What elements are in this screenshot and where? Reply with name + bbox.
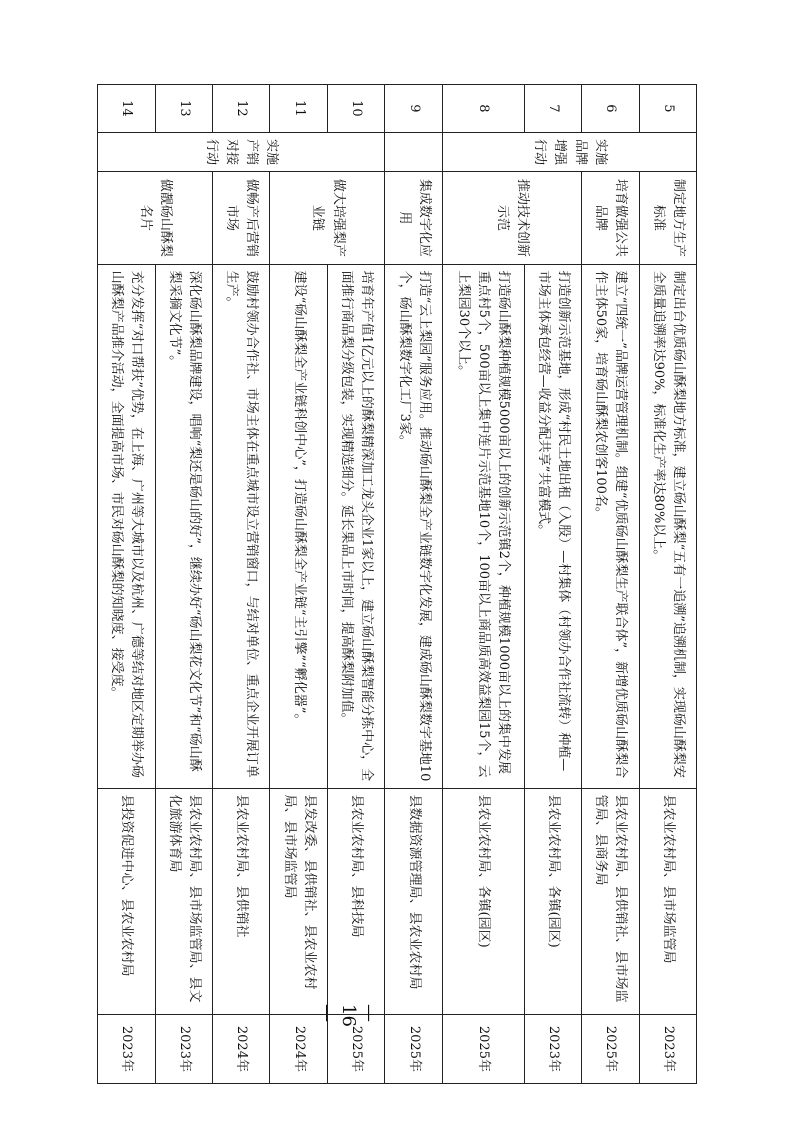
- task-content: 培育年产值1亿元以上的酥梨精深加工龙头企业1家以上，建立砀山酥梨智能分拣中心，全面推行商品梨分级包装，实现精选细分。延长果品上市时间，提高酥梨附加值。: [327, 264, 384, 788]
- table-row: [582, 85, 639, 1084]
- category-cell: 实施产销对接行动: [98, 132, 385, 171]
- task-content: 鼓励村领办合作社、市场主体在重点城市设立营销窗口，与结对单位、重点企业开展订单生产。: [213, 264, 270, 788]
- deadline-year: 2025年: [327, 1014, 384, 1083]
- deadline-year: 2023年: [524, 1014, 581, 1083]
- task-name: 推动技术创新示范: [442, 172, 581, 264]
- task-content: 充分发挥“对口帮扶”优势，在上海、广州等大城市以及杭州、广德等结对地区定期举办砀山酥梨产品推介活动，全面提高市场、市民对砀山酥梨的知晓度、接受度。: [98, 264, 156, 788]
- deadline-year: 2023年: [155, 1014, 212, 1083]
- responsible-dept: 县农业农村局、县市场监管局: [639, 788, 696, 1014]
- task-content: 打造砀山酥梨种植规模5000亩以上的创新示范镇2个，种植规模1000亩以上的集中发展重点村5个，500亩以上集中连片示范基地10个，100亩以上商品质高效益梨园15个，云上梨园30个以上。: [442, 264, 524, 788]
- task-content: 建立“四统一”品牌运营管理机制。组建“优质砀山酥梨生产联合体”，新增优质砀山酥梨合作主体50家，培育砀山酥梨农创客100名。: [582, 264, 639, 788]
- deadline-year: 2024年: [213, 1014, 270, 1083]
- deadline-year: 2025年: [442, 1014, 524, 1083]
- task-name: 集成数字化应用: [385, 172, 442, 264]
- deadline-year: 2025年: [582, 1014, 639, 1083]
- deadline-year: 2023年: [98, 1014, 156, 1083]
- table-row: [213, 85, 270, 1084]
- row-number: 13: [155, 85, 212, 133]
- row-number: 6: [582, 85, 639, 133]
- table-row: [327, 85, 384, 1084]
- responsible-dept: 县农业农村局、县市场监管局、县文化旅游体育局: [155, 788, 212, 1014]
- task-table: [97, 84, 697, 1084]
- task-content: 打造创新示范基地，形成“村民土地出租（入股）—村集体（村领办合作社流转）种植—市场主体承包经营—收益分配共享”共富模式。: [524, 264, 581, 788]
- task-name: 做畅产后营销市场: [213, 172, 270, 264]
- category-cell: 实施品牌增强行动: [442, 132, 696, 171]
- table-row: [524, 85, 581, 1084]
- responsible-dept: 县投资促进中心、县农业农村局: [98, 788, 156, 1014]
- rotated-table-container: [97, 84, 697, 1084]
- responsible-dept: 县农业农村局、各镇(园区): [442, 788, 524, 1014]
- task-content: 制定出台优质砀山酥梨地方标准，建立砀山酥梨“五有一追溯”追溯机制，实现砀山酥梨安全质量追溯率达90%，标准化生产率达80%以上。: [639, 264, 696, 788]
- responsible-dept: 县农业农村局、县供销社、县市场监管局、县商务局: [582, 788, 639, 1014]
- category-cell-empty: [385, 132, 442, 171]
- task-content: 打造“云上梨园”服务应用。推动砀山酥梨全产业链数字化发展，建成砀山酥梨数字基地10个，砀山酥梨数字化工厂3家。: [385, 264, 442, 788]
- row-number: 7: [524, 85, 581, 133]
- responsible-dept: 县农业农村局、各镇(园区): [524, 788, 581, 1014]
- row-number: 8: [442, 85, 524, 133]
- row-number: 14: [98, 85, 156, 133]
- page-number: — 16 —: [317, 1004, 380, 1027]
- task-name: 做靓砀山酥梨名片: [98, 172, 213, 264]
- task-name: 培育做强公共品牌: [582, 172, 639, 264]
- row-number: 11: [270, 85, 327, 133]
- row-number: 5: [639, 85, 696, 133]
- responsible-dept: 县农业农村局、县科技局: [327, 788, 384, 1014]
- task-name: 做大培强梨产业链: [270, 172, 385, 264]
- deadline-year: 2025年: [385, 1014, 442, 1083]
- deadline-year: 2024年: [270, 1014, 327, 1083]
- responsible-dept: 县发改委、县供销社、县农业农村局、县市场监管局: [270, 788, 327, 1014]
- row-number: 10: [327, 85, 384, 133]
- row-number: 12: [213, 85, 270, 133]
- task-name: 制定地方生产标准: [639, 172, 696, 264]
- deadline-year: 2023年: [639, 1014, 696, 1083]
- task-content: 深化砀山酥梨品牌建设，唱响“梨还是砀山的好”，继续办好“砀山梨花文化节”和“砀山酥梨采摘文化节”。: [155, 264, 212, 788]
- responsible-dept: 县农业农村局、县供销社: [213, 788, 270, 1014]
- task-content: 建设“砀山酥梨全产业链科创中心”，打造砀山酥梨全产业链“主引擎”“孵化器”。: [270, 264, 327, 788]
- row-number: 9: [385, 85, 442, 133]
- table-row: [385, 85, 442, 1084]
- responsible-dept: 县数据资源管理局、县农业农村局: [385, 788, 442, 1014]
- table-row: [639, 85, 696, 1084]
- table-row: [155, 85, 212, 1084]
